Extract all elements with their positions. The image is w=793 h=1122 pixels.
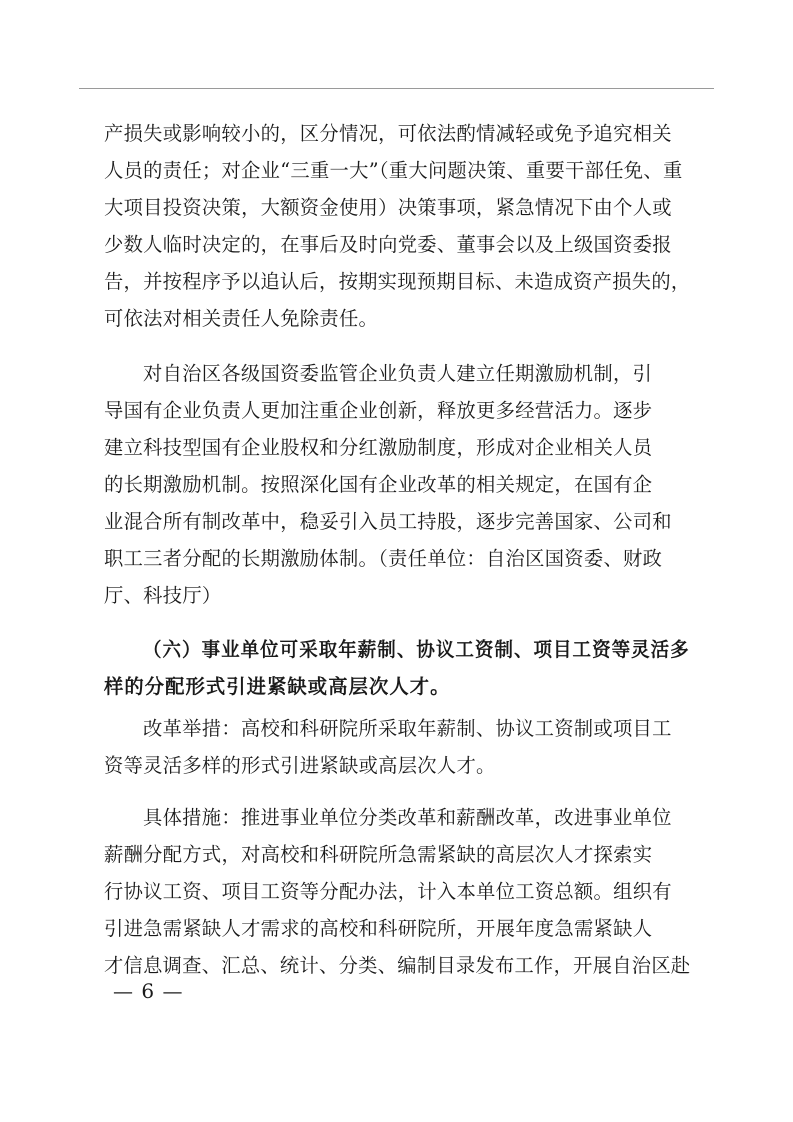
text-line: 引进急需紧缺人才需求的高校和科研院所，开展年度急需紧缺人 <box>104 917 653 940</box>
heading-line: 样的分配形式引进紧缺或高层次人才。 <box>104 675 451 698</box>
text-line: 少数人临时决定的，在事后及时向党委、董事会以及上级国资委报 <box>104 233 672 256</box>
text-line: 产损失或影响较小的，区分情况，可依法酌情减轻或免予追究相关 <box>104 122 672 145</box>
text-line: 建立科技型国有企业股权和分红激励制度，形成对企业相关人员 <box>104 436 653 459</box>
text-line: 对自治区各级国资委监管企业负责人建立任期激励机制，引 <box>143 362 653 385</box>
heading-line: （六）事业单位可采取年薪制、协议工资制、项目工资等灵活多 <box>143 638 690 661</box>
text-line: 的长期激励机制。按照深化国有企业改革的相关规定，在国有企 <box>104 473 653 496</box>
text-line: 人员的责任；对企业“三重一大”（重大问题决策、重要干部任免、重 <box>104 159 683 182</box>
page-number: — 6 — <box>113 979 184 1003</box>
text-line: 薪酬分配方式，对高校和科研院所急需紧缺的高层次人才探索实 <box>104 843 653 866</box>
text-line: 业混合所有制改革中，稳妥引入员工持股，逐步完善国家、公司和 <box>104 510 672 533</box>
text-line: 才信息调查、汇总、统计、分类、编制目录发布工作，开展自治区赴 <box>104 954 691 977</box>
text-line: 具体措施：推进事业单位分类改革和薪酬改革，改进事业单位 <box>143 806 672 829</box>
text-line: 告，并按程序予以追认后，按期实现预期目标、未造成资产损失的， <box>104 270 691 293</box>
text-line: 改革举措：高校和科研院所采取年薪制、协议工资制或项目工 <box>143 717 672 740</box>
text-line: 可依法对相关责任人免除责任。 <box>104 307 379 330</box>
text-line: 导国有企业负责人更加注重企业创新，释放更多经营活力。逐步 <box>104 399 653 422</box>
header-rule <box>79 88 714 89</box>
text-line: 资等灵活多样的形式引进紧缺或高层次人才。 <box>104 754 496 777</box>
text-line: 职工三者分配的长期激励体制。（责任单位：自治区国资委、财政 <box>104 547 663 570</box>
text-line: 大项目投资决策，大额资金使用）决策事项，紧急情况下由个人或 <box>104 196 672 219</box>
text-line: 厅、科技厅） <box>104 584 222 607</box>
text-line: 行协议工资、项目工资等分配办法，计入本单位工资总额。组织有 <box>104 880 672 903</box>
